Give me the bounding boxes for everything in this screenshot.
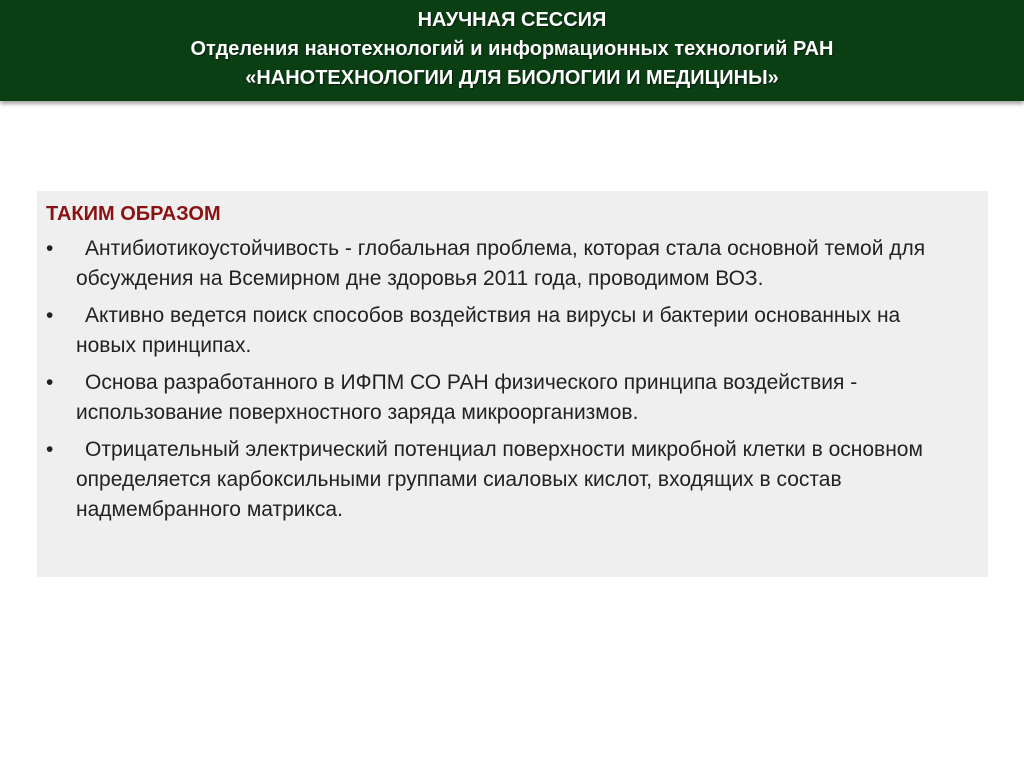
bullet-list — [46, 234, 948, 525]
list-item — [46, 301, 948, 361]
header-department: Отделения нанотехнологий и информационных технологий РАН — [190, 38, 834, 60]
list-item-text: Основа разработанного в ИФПМ СО РАН физического принципа воздействия - использование поверхностного заряда микроорганизмов. — [76, 371, 858, 424]
list-item — [46, 234, 948, 294]
header-session-title: НАУЧНАЯ СЕССИЯ — [417, 9, 607, 31]
list-item-text: Активно ведется поиск способов воздействия на вирусы и бактерии основанных на новых принципах. — [76, 304, 901, 357]
session-header — [0, 0, 1024, 101]
section-title: ТАКИМ ОБРАЗОМ — [46, 203, 221, 225]
conclusion-panel — [37, 191, 988, 577]
bullet-icon: • — [46, 237, 54, 260]
bullet-icon: • — [46, 438, 54, 461]
bullet-icon: • — [46, 371, 54, 394]
list-item — [46, 368, 948, 428]
header-topic: «НАНОТЕХНОЛОГИИ ДЛЯ БИОЛОГИИ И МЕДИЦИНЫ» — [245, 67, 779, 89]
list-item-text: Антибиотикоустойчивость - глобальная проблема, которая стала основной темой для обсуждения на Всемирном дне здоровья 2011 года, проводимом ВОЗ. — [76, 237, 926, 290]
list-item — [46, 435, 948, 525]
list-item-text: Отрицательный электрический потенциал поверхности микробной клетки в основном определяется карбоксильными группами сиаловых кислот, входящих в состав надмембранного матрикса. — [76, 438, 923, 521]
bullet-icon: • — [46, 304, 54, 327]
